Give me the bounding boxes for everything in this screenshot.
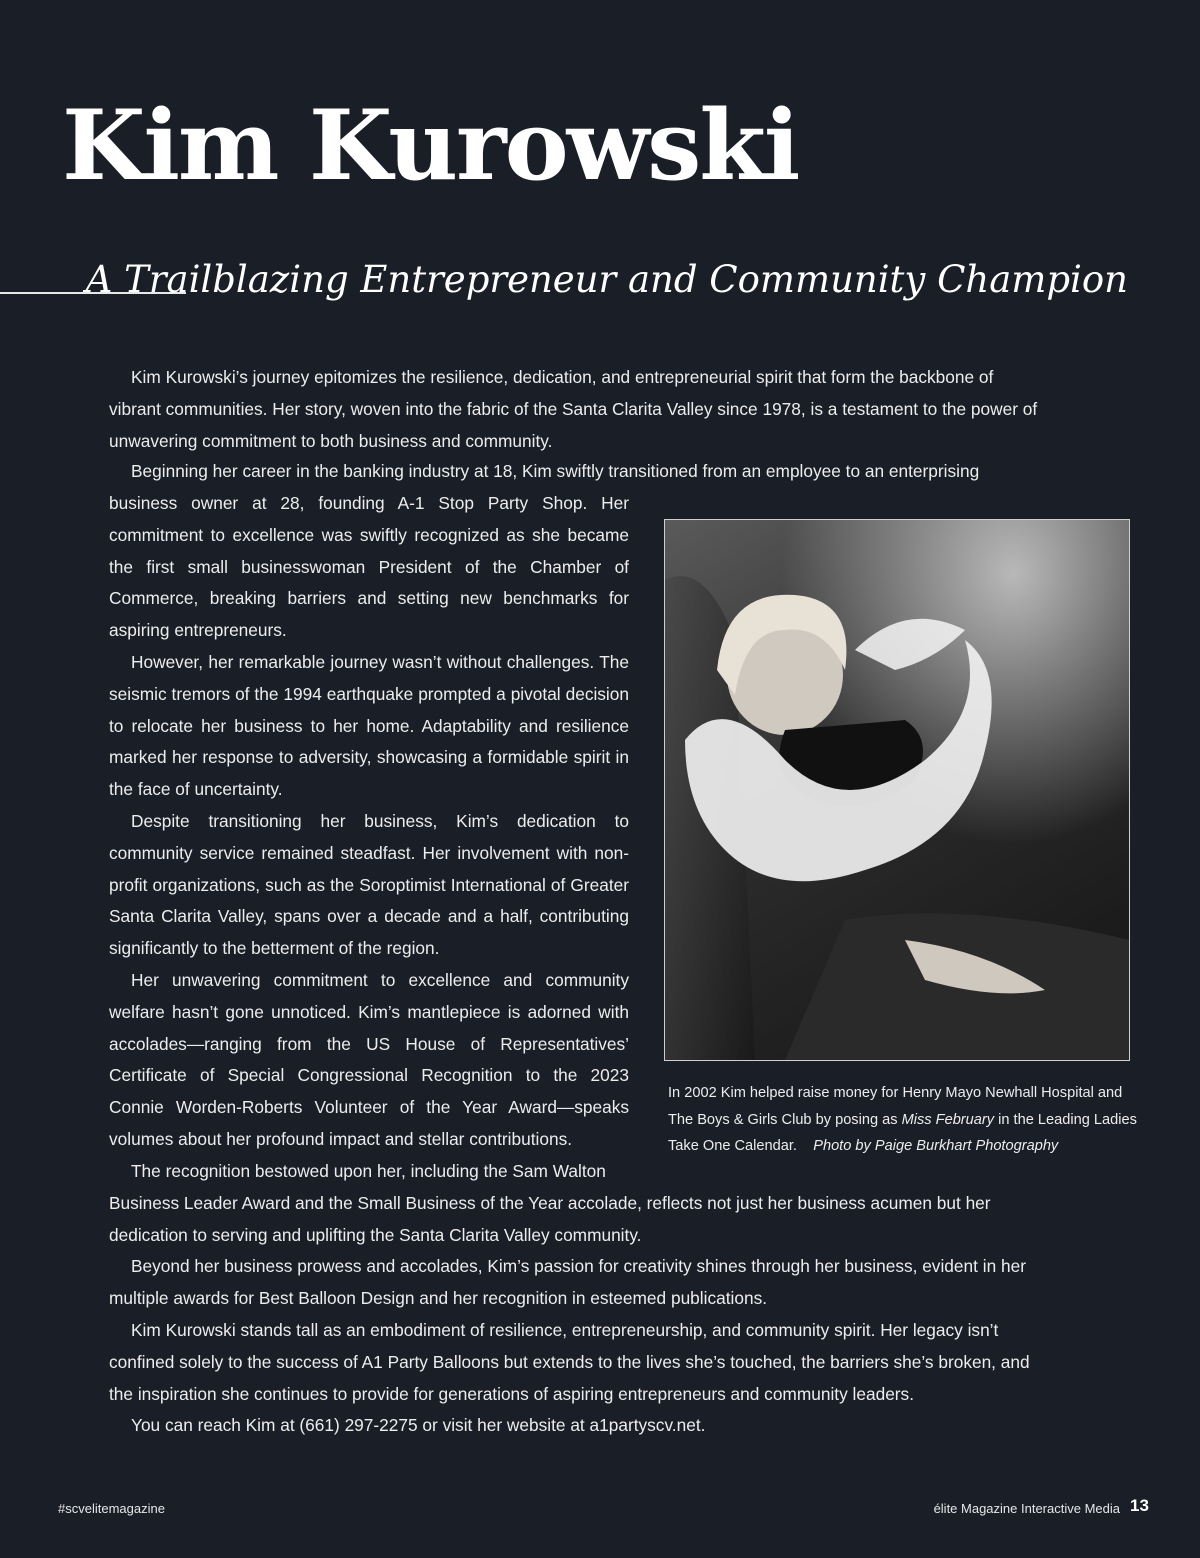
caption-text-end: in the Leading Ladies Take One Calendar. (668, 1111, 1137, 1154)
body-paragraph: The recognition bestowed upon her, including the Sam Walton (131, 1161, 606, 1181)
body-paragraph: business owner at 28, founding A-1 Stop Party Shop. Her commitment to excellence was swiftly recognized as she became the first small businesswoman President of the Chamber of Commerce, breaking barriers and setting new benchmarks for aspiring entrepreneurs. (109, 493, 629, 641)
body-paragraph: You can reach Kim at (661) 297-2275 or visit her website at a1partyscv.net. (131, 1415, 706, 1435)
footer-hashtag: #scvelitemagazine (58, 1501, 165, 1516)
page-number: 13 (1130, 1496, 1149, 1515)
body-paragraph: However, her remarkable journey wasn’t without challenges. The seismic tremors of the 1994 earthquake prompted a pivotal decision to relocate her business to her home. Adaptability and resilience marked her response to adversity, showcasing a formidable spirit in the face of uncertainty. (109, 652, 629, 800)
portrait-photo (664, 519, 1130, 1061)
body-paragraph: Beginning her career in the banking industry at 18, Kim swiftly transitioned from an employee to an enterprising (131, 461, 980, 481)
body-paragraph: Beyond her business prowess and accolades, Kim’s passion for creativity shines through her business, evident in her multiple awards for Best Balloon Design and her recognition in esteemed publications. (109, 1256, 1026, 1308)
photo-credit: Photo by Paige Burkhart Photography (813, 1138, 1059, 1154)
body-paragraph: Business Leader Award and the Small Business of the Year accolade, reflects not just her business acumen but her dedication to serving and uplifting the Santa Clarita Valley community. (109, 1193, 991, 1245)
footer-publication: élite Magazine Interactive Media (933, 1501, 1120, 1516)
caption-text: In 2002 Kim helped raise money for Henry Mayo Newhall Hospital and The Boys & Girls Club by posing as (668, 1085, 1123, 1128)
article-title: Kim Kurowski (62, 89, 799, 202)
body-paragraph: Her unwavering commitment to excellence and community welfare hasn’t gone unnoticed. Kim’s mantlepiece is adorned with accolades—ranging from the US House of Representatives’ Certificate of Special Congressional Recognition to the 2023 Connie Worden-Roberts Volunteer of the Year Award—speaks volumes about her profound impact and stellar contributions. (109, 970, 629, 1149)
body-paragraph: Kim Kurowski’s journey epitomizes the resilience, dedication, and entrepreneurial spirit that form the backbone of vibrant communities. Her story, woven into the fabric of the Santa Clarita Valley since 1978, is a testament to the power of unwavering commitment to both business and community. (109, 367, 1038, 451)
photo-caption (668, 1080, 1148, 1160)
body-paragraph: Kim Kurowski stands tall as an embodiment of resilience, entrepreneurship, and community spirit. Her legacy isn’t confined solely to the success of A1 Party Balloons but extends to the lives she’s touched, the barriers she’s broken, and the inspiration she continues to provide for generations of aspiring entrepreneurs and community leaders. (109, 1320, 1030, 1404)
article-subtitle: A Trailblazing Entrepreneur and Community Champion (85, 258, 1128, 301)
caption-emphasis: Miss February (901, 1111, 995, 1128)
body-paragraph: Despite transitioning her business, Kim’s dedication to community service remained steadfast. Her involvement with non-profit organizations, such as the Soroptimist International of Greater Santa Clarita Valley, spans over a decade and a half, contributing significantly to the betterment of the region. (109, 811, 629, 959)
